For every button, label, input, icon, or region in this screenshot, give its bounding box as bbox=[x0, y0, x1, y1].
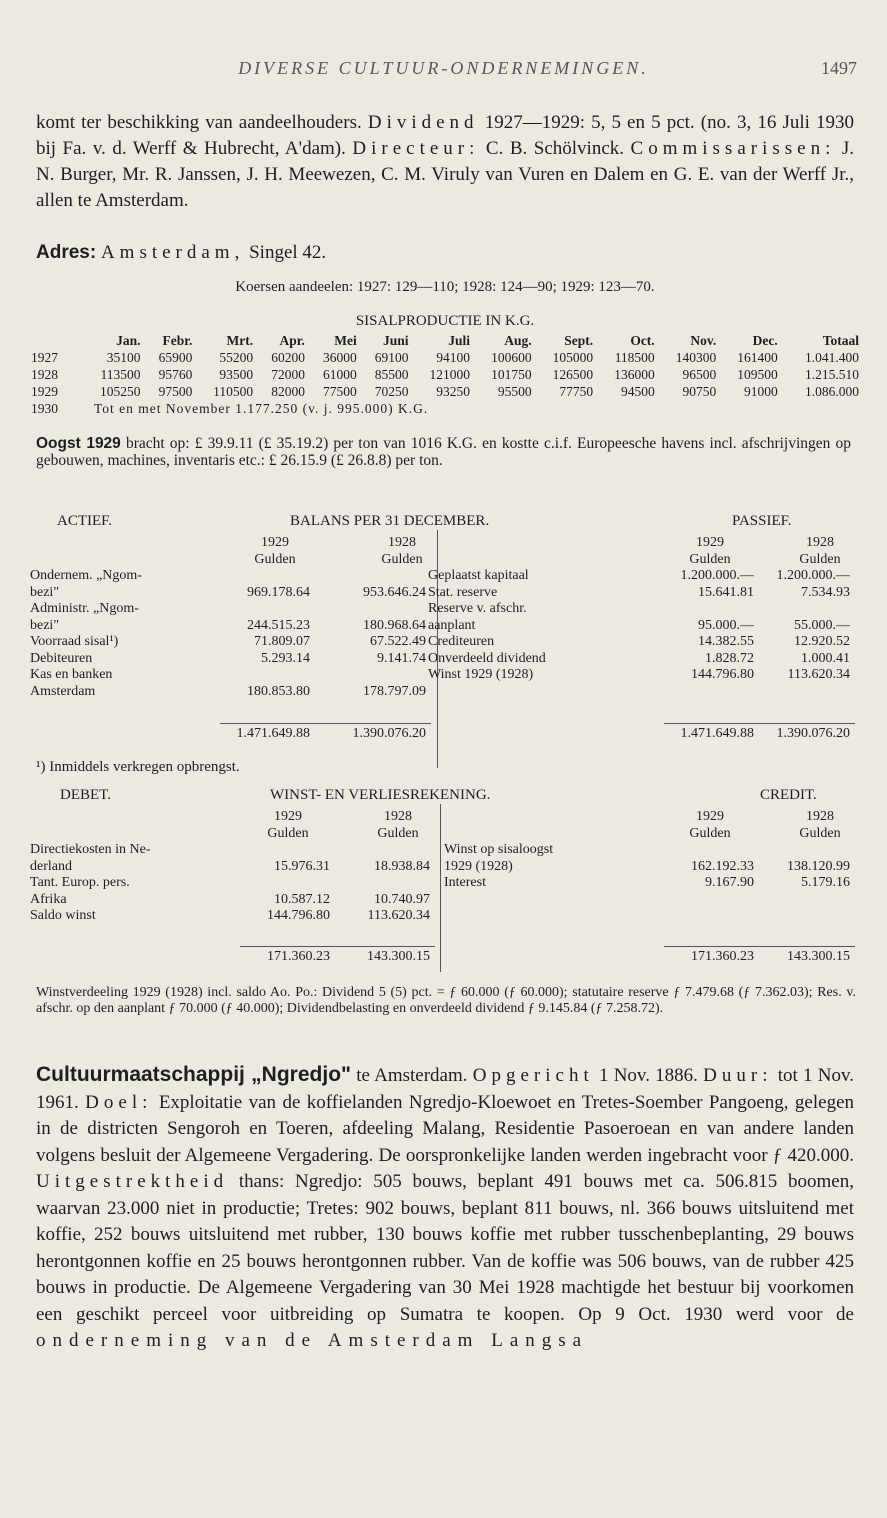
winst-rekening bbox=[30, 787, 855, 977]
balans-actief-label: Kas en banken bbox=[30, 667, 113, 682]
duur-label: Duur: bbox=[703, 1065, 773, 1086]
sisal-value: 100600 bbox=[491, 350, 532, 365]
balans-right-year1: 1929 bbox=[696, 535, 724, 550]
sisal-month-header: Sept. bbox=[564, 333, 594, 348]
running-head bbox=[0, 58, 887, 86]
winst-debet-value-1: 144.796.80 bbox=[267, 908, 330, 923]
winst-left-total-2: 143.300.15 bbox=[367, 949, 430, 964]
sisal-year: 1929 bbox=[31, 384, 58, 399]
sisal-value: 36000 bbox=[322, 350, 357, 365]
dividend-label: Dividend bbox=[367, 112, 479, 133]
balans-passief-label: Reserve v. afschr. bbox=[428, 601, 527, 616]
intro-line: komt ter beschikking van aandeelhouders. bbox=[36, 112, 362, 133]
sisal-table bbox=[30, 313, 860, 417]
balans-actief-value-2: 67.522.49 bbox=[370, 634, 426, 649]
sisal-value: 90750 bbox=[682, 384, 717, 399]
sisal-month-header: Oct. bbox=[630, 333, 655, 348]
sisal-value: 110500 bbox=[213, 384, 254, 399]
sisal-value: 85500 bbox=[374, 367, 409, 382]
balans-passief-value-1: 95.000.— bbox=[698, 617, 754, 633]
balans-passief-value-2: 7.534.93 bbox=[801, 584, 850, 600]
sisal-month-header: Juli bbox=[448, 333, 471, 348]
sisal-value: 94100 bbox=[436, 350, 471, 365]
balans-right-total-2: 1.390.076.20 bbox=[776, 726, 850, 741]
sisal-value: 93500 bbox=[219, 367, 254, 382]
sisal-grid bbox=[30, 332, 860, 400]
winst-debet-value-2: 10.740.97 bbox=[374, 891, 430, 907]
sisal-value: 96500 bbox=[682, 367, 717, 382]
sisal-month-header: Jan. bbox=[116, 333, 141, 348]
company-location: te Amsterdam. bbox=[356, 1065, 468, 1086]
winst-title: WINST- EN VERLIESREKENING. bbox=[270, 787, 491, 803]
balans-actief-label-cont: bezi" bbox=[30, 584, 60, 600]
sisal-value: 105000 bbox=[552, 350, 594, 365]
sisal-value: 82000 bbox=[271, 384, 305, 399]
balans-passief-value-2: 1.000.41 bbox=[801, 650, 850, 666]
balans-right-rule bbox=[664, 723, 855, 724]
sisal-title: SISALPRODUCTIE IN K.G. bbox=[355, 313, 535, 329]
sisal-value: 77750 bbox=[559, 384, 594, 399]
balans-left-year2: 1928 bbox=[388, 535, 416, 550]
winst-debet-label: Saldo winst bbox=[30, 908, 96, 923]
winst-right-year1: 1929 bbox=[696, 809, 724, 824]
balans-actief-value-1: 71.809.07 bbox=[254, 634, 310, 649]
balans-actief-value-1: 244.515.23 bbox=[247, 617, 310, 633]
sisal-value: 61000 bbox=[322, 367, 357, 382]
winst-credit-label: Winst op sisaloogst bbox=[444, 842, 554, 857]
winst-right-rule bbox=[664, 946, 855, 947]
page-number: 1497 bbox=[821, 58, 857, 78]
sisal-1930-text: Tot en met November 1.177.250 (v. j. 995.000) K.G. bbox=[94, 401, 429, 416]
company-name: Cultuurmaatschappij „Ngredjo" bbox=[36, 1063, 351, 1086]
dividend-text: 1927—1929: 5, 5 en 5 pct. (no. 3, 16 Juli 1930 bij Fa. v. d. Werff & Hubrecht, A'dam). bbox=[36, 112, 855, 159]
balans-footnote: ¹) Inmiddels verkregen opbrengst. bbox=[36, 759, 240, 775]
sisal-month-header: Apr. bbox=[279, 333, 305, 348]
balans-actief-value-2: 953.646.24 bbox=[363, 584, 426, 600]
winst-debet-value-1: 10.587.12 bbox=[274, 891, 330, 907]
balans-passief-label-cont: aanplant bbox=[428, 617, 476, 633]
winst-debet-value-1: 15.976.31 bbox=[274, 858, 330, 874]
winst-debet-value-2: 18.938.84 bbox=[374, 858, 430, 874]
sisal-value: 121000 bbox=[429, 367, 471, 382]
winst-divider bbox=[440, 804, 441, 972]
winst-credit-label-cont: 1929 (1928) bbox=[444, 858, 513, 874]
running-head-title: DIVERSE CULTUUR-ONDERNEMINGEN. bbox=[238, 58, 649, 78]
balans-passief-value-1: 1.828.72 bbox=[705, 650, 754, 666]
credit-head: CREDIT. bbox=[760, 787, 817, 803]
intro-paragraph bbox=[36, 110, 854, 214]
sisal-year-1930: 1930 bbox=[31, 401, 58, 416]
sisal-header-row bbox=[30, 332, 860, 349]
sisal-value: 101750 bbox=[491, 367, 532, 382]
winst-left-total-1: 171.360.23 bbox=[267, 949, 330, 964]
balans-passief-label: Onverdeeld dividend bbox=[428, 650, 546, 666]
sisal-value: 91000 bbox=[744, 384, 778, 399]
sisal-year: 1927 bbox=[31, 350, 58, 365]
sisal-value: 97500 bbox=[158, 384, 193, 399]
sisal-value: 161400 bbox=[737, 350, 778, 365]
winst-left-year2: 1928 bbox=[384, 809, 412, 824]
sisal-value: 55200 bbox=[219, 350, 254, 365]
sisal-value: 95760 bbox=[158, 367, 193, 382]
doel-label: Doel: bbox=[85, 1091, 153, 1113]
balans-passief-label: Winst 1929 (1928) bbox=[428, 667, 534, 682]
winst-credit-value-2: 5.179.16 bbox=[801, 875, 850, 890]
sisal-value: 118500 bbox=[614, 350, 655, 365]
sisal-month-header: Mrt. bbox=[226, 333, 254, 348]
balans-passief-label: Stat. reserve bbox=[428, 584, 498, 600]
sisal-month-header: Dec. bbox=[752, 333, 778, 348]
winst-right-unit2: Gulden bbox=[799, 825, 841, 841]
balans-actief-label: Voorraad sisal¹) bbox=[30, 634, 119, 649]
duur-text: tot 1 Nov. 1961. bbox=[36, 1065, 854, 1113]
actief-head: ACTIEF. bbox=[57, 513, 113, 529]
sisal-month-header: Mei bbox=[334, 333, 357, 348]
sisal-value: 140300 bbox=[675, 350, 717, 365]
sisal-month-header: Juni bbox=[382, 333, 409, 348]
passief-head: PASSIEF. bbox=[732, 513, 792, 529]
opgericht-date: 1 Nov. 1886. bbox=[598, 1065, 698, 1086]
balans-actief-value-1: 180.853.80 bbox=[247, 683, 310, 699]
balans-left-total-1: 1.471.649.88 bbox=[236, 726, 310, 741]
winst-debet-value-2: 113.620.34 bbox=[367, 908, 430, 923]
winst-right-total-1: 171.360.23 bbox=[691, 949, 754, 964]
winst-debet-label: Directiekosten in Ne- bbox=[30, 842, 151, 857]
adres-street: Singel 42. bbox=[249, 242, 327, 263]
balans-left-rule bbox=[220, 723, 431, 724]
sisal-value: 1.041.400 bbox=[805, 350, 859, 365]
commissarissen-label: Commissarissen: bbox=[630, 138, 836, 159]
balans-title: BALANS PER 31 DECEMBER. bbox=[290, 513, 490, 529]
winst-right-total-2: 143.300.15 bbox=[787, 949, 850, 964]
oogst-label: Oogst 1929 bbox=[36, 435, 121, 452]
balans-passief-value-1: 14.382.55 bbox=[698, 634, 754, 649]
winst-left-unit2: Gulden bbox=[377, 825, 419, 841]
balans-passief-value-2: 113.620.34 bbox=[787, 667, 850, 682]
balans-passief-label: Crediteuren bbox=[428, 634, 495, 649]
oogst-paragraph bbox=[36, 435, 851, 469]
winst-credit-label: Interest bbox=[444, 875, 486, 890]
sisal-value: 1.086.000 bbox=[805, 384, 859, 399]
balans-actief-label: Ondernem. „Ngom- bbox=[30, 568, 142, 583]
balans-passief-value-1: 15.641.81 bbox=[698, 584, 754, 600]
adres-city: Amsterdam, bbox=[100, 242, 245, 263]
balans-left-year1: 1929 bbox=[261, 535, 289, 550]
uitgestrektheid-label: Uitgestrektheid bbox=[36, 1171, 229, 1192]
balans-right-total-1: 1.471.649.88 bbox=[680, 726, 754, 741]
winst-left-unit1: Gulden bbox=[267, 825, 309, 841]
sisal-year: 1928 bbox=[31, 367, 58, 382]
balans-right-unit2: Gulden bbox=[799, 551, 841, 567]
cultuur-paragraph bbox=[36, 1062, 854, 1355]
balans-left-total-2: 1.390.076.20 bbox=[352, 726, 426, 741]
sisal-month-header: Totaal bbox=[822, 333, 859, 348]
balans-right-year2: 1928 bbox=[806, 535, 834, 550]
winst-right-unit1: Gulden bbox=[689, 825, 731, 841]
balans-actief-label: Administr. „Ngom- bbox=[30, 601, 139, 616]
uitgestrektheid-text: thans: Ngredjo: 505 bouws, beplant 491 bouws met ca. 506.815 boomen, waarvan 23.000 niet in productie; Tretes: 902 bouws, beplant 811 bouws, nl. 366 bouws uitsluitend met koffie, 252 bouws uitsluitend met rubber, 130 bouws koffie met rubber tusschenbeplanting, 29 bouws herontgonnen koffie en 25 bouws herontgonnen rubber. Van de koffie was 506 bouws, van de rubber 425 bouws in productie. De Algemeene Vergadering van 30 Mei 1928 machtigde het bestuur bij voorkomen een geschikt perceel voor uitbreiding op Sumatra te koopen. Op 9 Oct. 1930 werd voor de bbox=[36, 1171, 854, 1325]
winst-credit-value-1: 9.167.90 bbox=[705, 875, 754, 890]
sisal-value: 113500 bbox=[100, 367, 141, 382]
sisal-month-header: Aug. bbox=[504, 333, 532, 348]
balans-passief-value-2: 1.200.000.— bbox=[776, 568, 850, 583]
sisal-value: 109500 bbox=[737, 367, 778, 382]
sisal-value: 136000 bbox=[614, 367, 655, 382]
balans-actief-label-cont: bezi" bbox=[30, 617, 60, 633]
sisal-value: 69100 bbox=[374, 350, 409, 365]
sisal-body bbox=[30, 349, 860, 400]
sisal-value: 70250 bbox=[374, 384, 409, 399]
sisal-value: 126500 bbox=[552, 367, 594, 382]
sisal-value: 105250 bbox=[100, 384, 141, 399]
sisal-row bbox=[30, 366, 860, 383]
winst-left-rule bbox=[240, 946, 435, 947]
winst-right-year2: 1928 bbox=[806, 809, 834, 824]
debet-head: DEBET. bbox=[60, 787, 111, 803]
balans-actief-value-1: 969.178.64 bbox=[247, 584, 310, 600]
winst-left-year1: 1929 bbox=[274, 809, 302, 824]
winst-debet-label-cont: derland bbox=[30, 858, 72, 874]
sisal-row-1930 bbox=[30, 400, 860, 417]
sisal-value: 94500 bbox=[620, 384, 655, 399]
oogst-text: bracht op: £ 39.9.11 (£ 35.19.2) per ton van 1016 K.G. en kostte c.i.f. Europeesche havens incl. afschrijvingen op gebouwen, machines, inventaris etc.: £ 26.15.9 (£ 26.8.8) per ton. bbox=[36, 435, 852, 469]
sisal-row bbox=[30, 383, 860, 400]
sisal-value: 93250 bbox=[436, 384, 471, 399]
doel-text: Exploitatie van de koffielanden Ngredjo-Kloewoet en Tretes-Soember Pangoeng, gelegen in de districten Sengoroh en Toeren, afdeeling Malang, Residentie Pasoeroean en van andere landen volgens besluit der Algemeene Vergadering. De oorspronkelijke landen werden ingebracht voor ƒ 420.000. bbox=[36, 1091, 855, 1166]
adres-line bbox=[36, 240, 854, 266]
sisal-value: 95500 bbox=[497, 384, 532, 399]
balans-right-unit1: Gulden bbox=[689, 551, 731, 567]
sisal-value: 77500 bbox=[322, 384, 357, 399]
sisal-value: 60200 bbox=[271, 350, 305, 365]
winst-credit-value-2: 138.120.99 bbox=[787, 858, 850, 874]
winst-debet-label-cont: Afrika bbox=[30, 891, 67, 907]
winst-debet-label: Tant. Europ. pers. bbox=[30, 875, 130, 890]
sisal-value: 1.215.510 bbox=[805, 367, 859, 382]
balans-actief-value-2: 178.797.09 bbox=[363, 683, 426, 699]
winst-credit-value-1: 162.192.33 bbox=[691, 858, 754, 874]
directeur-label: Directeur: bbox=[352, 138, 480, 159]
sisal-value: 65900 bbox=[158, 350, 193, 365]
winstverdeeling: Winstverdeeling 1929 (1928) incl. saldo Ao. Po.: Dividend 5 (5) pct. = ƒ 60.000 (ƒ 60.000); statutaire reserve ƒ 7.479.68 (ƒ 7.362.03); Res. v. afschr. op den aanplant ƒ 70.000 (ƒ 40.000); Dividendbelasting en onverdeeld dividend ƒ 9.145.84 (ƒ 7.258.72). bbox=[36, 985, 856, 1016]
directeur-text: C. B. Schölvinck. bbox=[485, 138, 625, 159]
sisal-row bbox=[30, 349, 860, 366]
balans-left-unit1: Gulden bbox=[254, 551, 296, 567]
adres-label: Adres: bbox=[36, 242, 97, 263]
balans-actief-label: Debiteuren bbox=[30, 650, 93, 666]
balans-actief-value-1: 5.293.14 bbox=[261, 650, 310, 666]
sisal-value: 35100 bbox=[106, 350, 141, 365]
koersen-line: Koersen aandeelen: 1927: 129—110; 1928: 124—90; 1929: 123—70. bbox=[235, 279, 655, 295]
balans-passief-value-1: 1.200.000.— bbox=[680, 568, 754, 583]
balans bbox=[30, 513, 855, 773]
balans-actief-value-2: 9.141.74 bbox=[377, 650, 426, 666]
sisal-month-header: Febr. bbox=[162, 333, 193, 348]
balans-passief-value-2: 55.000.— bbox=[794, 617, 850, 633]
balans-passief-label: Geplaatst kapitaal bbox=[428, 568, 529, 583]
commissarissen-text: J. N. Burger, Mr. R. Janssen, J. H. Meewezen, C. M. Viruly van Vuren en Dalem en G. E. van der Werff Jr., allen te Amsterdam. bbox=[36, 138, 855, 211]
balans-passief-value-1: 144.796.80 bbox=[691, 667, 754, 682]
balans-left-unit2: Gulden bbox=[381, 551, 423, 567]
sisal-value: 72000 bbox=[271, 367, 305, 382]
balans-actief-value-2: 180.968.64 bbox=[363, 617, 426, 633]
balans-passief-value-2: 12.920.52 bbox=[794, 634, 850, 649]
opgericht-label: Opgericht bbox=[472, 1065, 594, 1086]
balans-actief-label-cont: Amsterdam bbox=[30, 683, 96, 699]
sisal-month-header: Nov. bbox=[690, 333, 717, 348]
ending-spaced-text: onderneming van de Amsterdam Langsa bbox=[36, 1330, 589, 1351]
